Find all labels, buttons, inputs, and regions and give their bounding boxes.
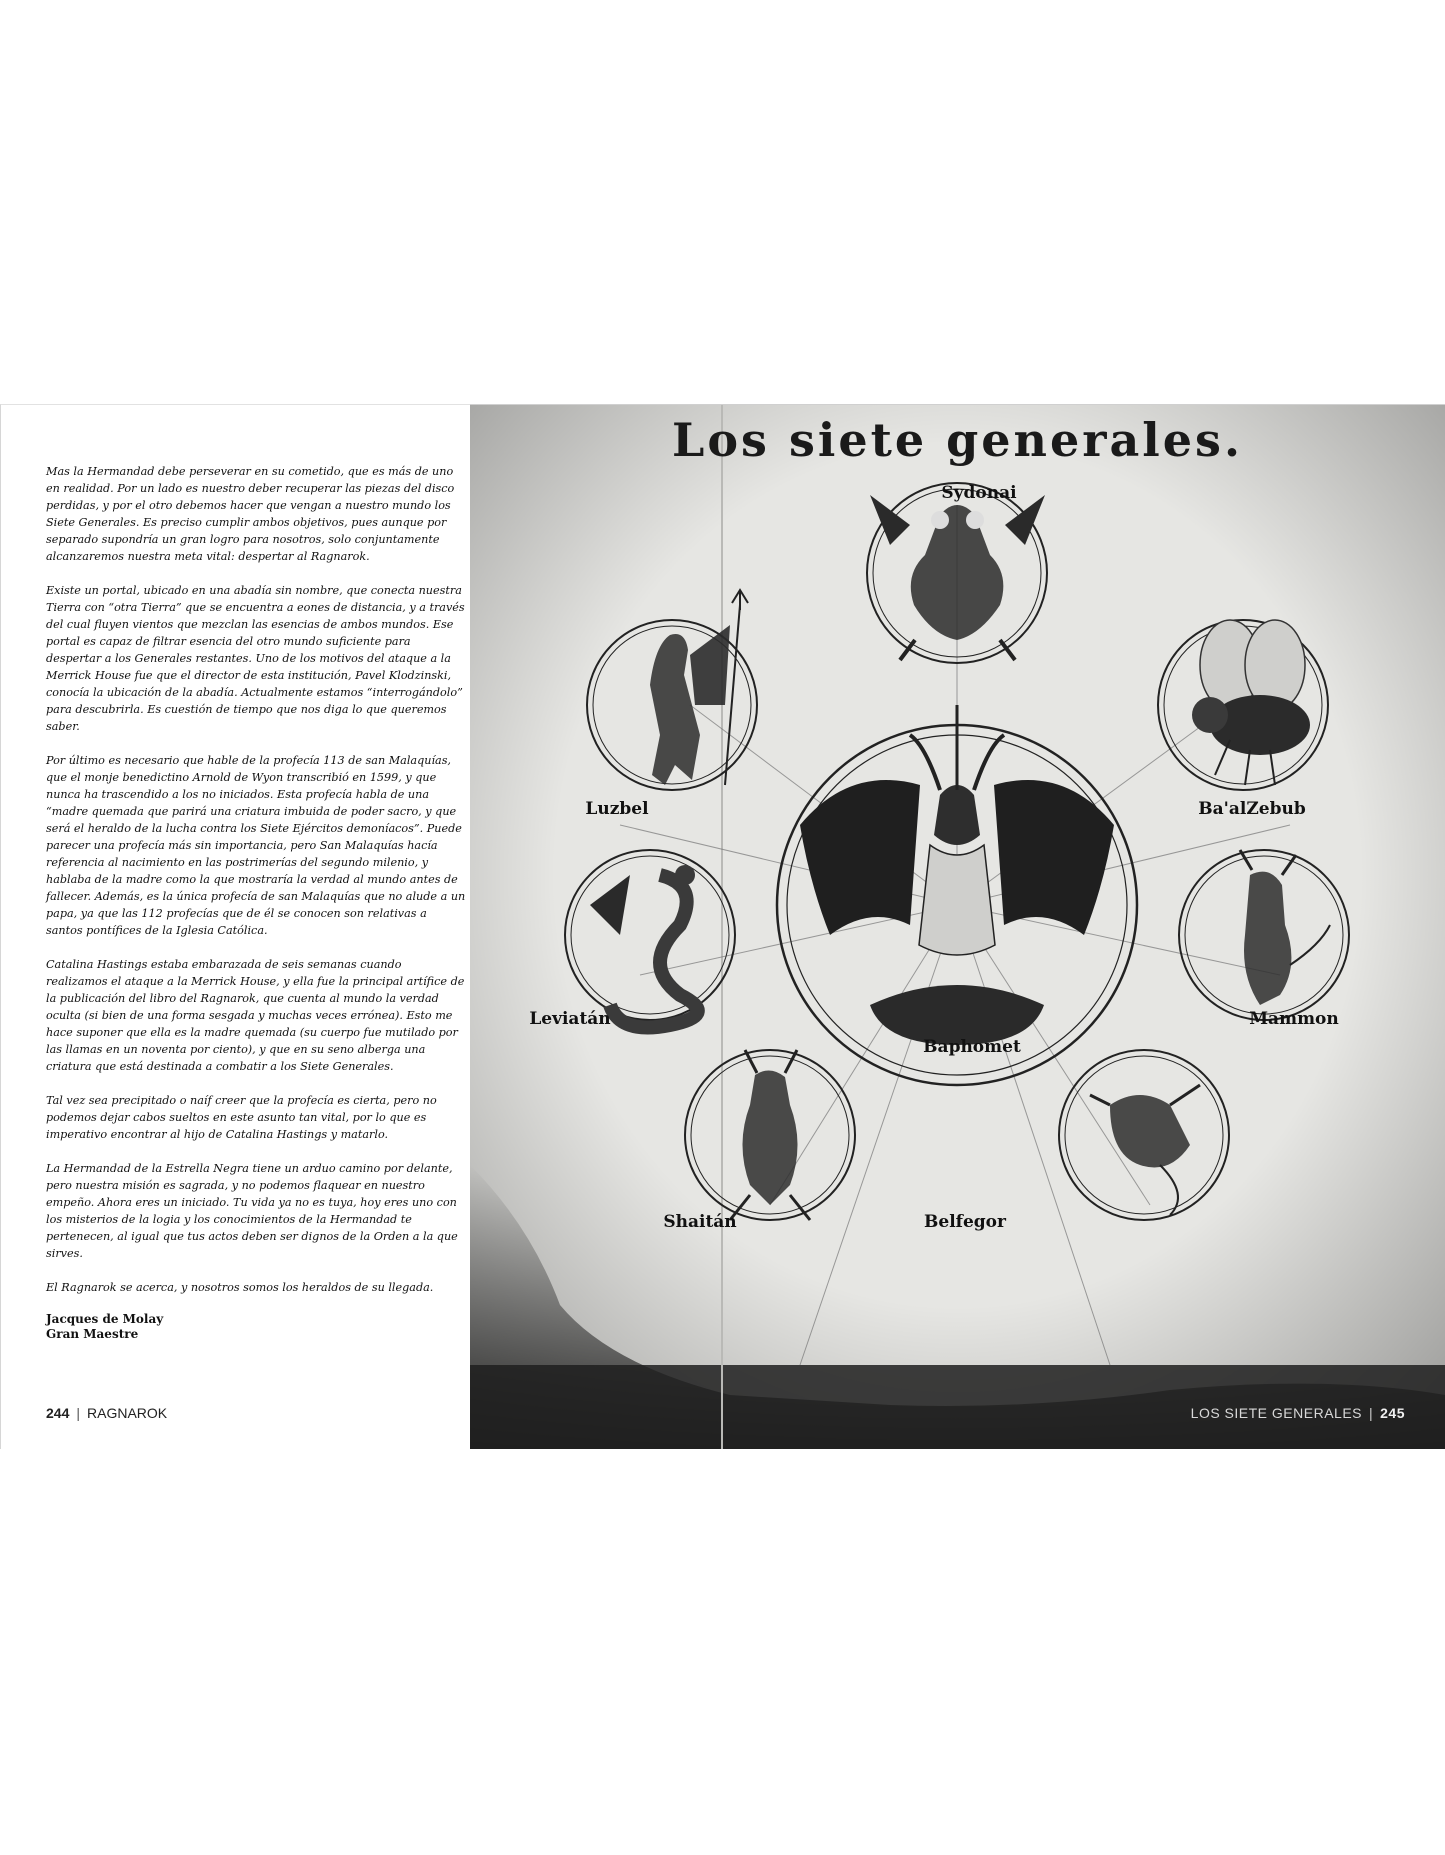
- signature-name: Jacques de Molay: [46, 1312, 164, 1326]
- running-title: LOS SIETE GENERALES: [1190, 1405, 1362, 1421]
- book-spread: [0, 404, 1445, 1449]
- page-number: 245: [1380, 1405, 1405, 1421]
- page-footer-right: [1191, 1405, 1405, 1421]
- footer-separator: |: [76, 1405, 80, 1421]
- right-page-illustration: [470, 404, 1445, 1449]
- paragraph: Por último es necesario que hable de la profecía 113 de san Malaquías, que el monje benedictino Arnold de Wyon transcribió en 1599, y que nunca ha trascendido a los no iniciados. Esta profecía habla de una “madre quemada que parirá una criatura imbuida de poder sacro, y que será el heraldo de la lucha contra los Siete Ejércitos demoníacos”. Puede parecer una profecía más sin importancia, pero San Malaquías hacía referencia al nacimiento en las postrimerías del segundo milenio, y hablaba de la madre como la que mostraría la verdad al mundo antes de fallecer. Además, es la única profecía de san Malaquías que no alude a un papa, ya que las 112 profecías que de él se conocen son relativas a santos pontífices de la Iglesia Católica.: [46, 754, 466, 937]
- body-text: [46, 463, 466, 1343]
- label-baalzebub: Ba'alZebub: [1198, 799, 1306, 819]
- label-sydonai: Sydonai: [941, 483, 1017, 503]
- page-footer-left: [46, 1405, 167, 1421]
- running-title: RAGNAROK: [87, 1405, 168, 1421]
- label-leviatan: Leviatán: [529, 1009, 611, 1029]
- paragraph: La Hermandad de la Estrella Negra tiene un arduo camino por delante, pero nuestra misión es sagrada, y no podemos flaquear en nuestro empeño. Ahora eres un iniciado. Tu vida ya no es tuya, hoy eres uno con los misterios de la logia y los conocimientos de la Hermandad te pertenecen, al igual que tus actos deben ser dignos de la Orden a la que sirves.: [46, 1162, 458, 1260]
- label-belfegor: Belfegor: [924, 1212, 1006, 1232]
- label-luzbel: Luzbel: [585, 799, 649, 819]
- label-baphomet: Baphomet: [923, 1037, 1021, 1057]
- paragraph: Mas la Hermandad debe perseverar en su cometido, que es más de uno en realidad. Por un lado es nuestro deber recuperar las piezas del disco perdidas, y por el otro debemos hacer que vengan a nuestro mundo los Siete Generales. Es preciso cumplir ambos objetivos, pues aunque por separado supondría un gran logro para nosotros, solo conjuntamente alcanzaremos nuestra meta vital: despertar al Ragnarok.: [46, 465, 455, 563]
- illustration-art: [470, 405, 1445, 1449]
- paragraph: Catalina Hastings estaba embarazada de seis semanas cuando realizamos el ataque a la Merrick House, y ella fue la principal artífice de la publicación del libro del Ragnarok, que cuenta al mundo la verdad oculta (si bien de una forma sesgada y muchas veces errónea). Esto me hace suponer que ella es la madre quemada (su cuerpo fue mutilado por las llamas en un noventa por ciento), y que en su seno alberga una criatura que está destinada a combatir a los Siete Generales.: [46, 958, 465, 1073]
- page-number: 244: [46, 1405, 70, 1421]
- signature-title: Gran Maestre: [46, 1327, 139, 1341]
- footer-separator: |: [1369, 1405, 1374, 1421]
- label-mammon: Mammon: [1249, 1009, 1339, 1029]
- paragraph: Tal vez sea precipitado o naíf creer que la profecía es cierta, pero no podemos dejar cabos sueltos en este asunto tan vital, por lo que es imperativo encontrar al hijo de Catalina Hastings y matarlo.: [46, 1094, 437, 1141]
- paragraph: Existe un portal, ubicado en una abadía sin nombre, que conecta nuestra Tierra con “otra Tierra” que se encuentra a eones de distancia, y a través del cual fluyen vientos que mezclan las esencias de ambos mundos. Ese portal es capaz de filtrar esencia del otro mundo suficiente para despertar a los Generales restantes. Uno de los motivos del ataque a la Merrick House fue que el director de esta institución, Pavel Klodzinski, conocía la ubicación de la abadía. Actualmente estamos “interrogándolo” para descubrirla. Es cuestión de tiempo que nos diga lo que queremos saber.: [46, 584, 465, 733]
- paragraph: El Ragnarok se acerca, y nosotros somos los heraldos de su llegada.: [46, 1281, 434, 1294]
- left-page: [0, 404, 470, 1449]
- label-shaitan: Shaitán: [663, 1212, 737, 1232]
- page-title: Los siete generales.: [672, 413, 1243, 467]
